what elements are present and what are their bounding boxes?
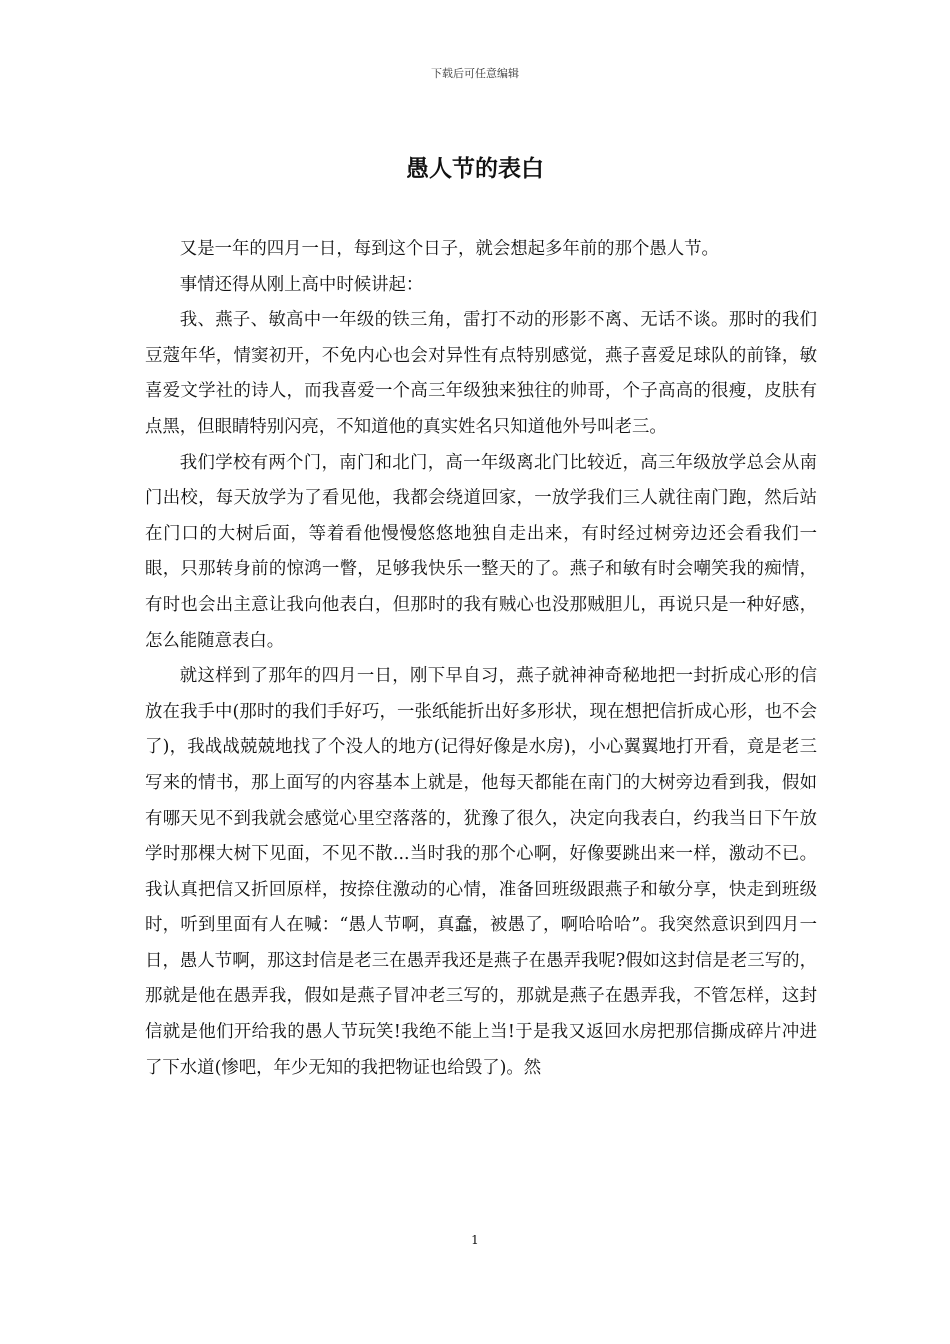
paragraph-3: 我、燕子、敏高中一年级的铁三角，雷打不动的形影不离、无话不谈。那时的我们豆蔻年华，情窦初开，不免内心也会对异性有点特别感觉，燕子喜爱足球队的前锋，敏喜爱文学社的诗人，而我喜爱一个高三年级独来独往的帅哥，个子高高的很瘦，皮肤有点黑，但眼睛特别闪亮，不知道他的真实姓名只知道他外号叫老三。 xyxy=(145,310,817,437)
paragraph-2: 事情还得从刚上高中时候讲起： xyxy=(179,274,424,295)
paragraph-4: 我们学校有两个门，南门和北门，高一年级离北门比较近，高三年级放学总会从南门出校，每天放学为了看见他，我都会绕道回家，一放学我们三人就往南门跑，然后站在门口的大树后面，等着看他慢慢悠悠地独自走出来，有时经过树旁边还会看我们一眼，只那转身前的惊鸿一瞥，足够我快乐一整天的了。燕子和敏有时会嘲笑我的痴情，有时也会出主意让我向他表白，但那时的我有贼心也没那贼胆儿，再说只是一种好感，怎么能随意表白。 xyxy=(145,452,817,651)
paragraph-5: 就这样到了那年的四月一日，刚下早自习，燕子就神神奇秘地把一封折成心形的信放在我手中(那时的我们手好巧，一张纸能折出好多形状，现在想把信折成心形，也不会了)，我战战兢兢地找了个没人的地方(记得好像是水房)，小心翼翼地打开看，竟是老三写来的情书，那上面写的内容基本上就是，他每天都能在南门的大树旁边看到我，假如有哪天见不到我就会感觉心里空落落的，犹豫了很久，决定向我表白，约我当日下午放学时那棵大树下见面，不见不散...当时我的那个心啊，好像要跳出来一样，激动不已。我认真把信又折回原样，按捺住激动的心情，准备回班级跟燕子和敏分享，快走到班级时，听到里面有人在喊：“愚人节啊，真蠢，被愚了，啊哈哈哈”。我突然意识到四月一日，愚人节啊，那这封信是老三在愚弄我还是燕子在愚弄我呢?假如这封信是老三写的，那就是他在愚弄我，假如是燕子冒冲老三写的，那就是燕子在愚弄我，不管怎样，这封信就是他们开给我的愚人节玩笑!我绝不能上当!于是我又返回水房把那信撕成碎片冲进了下水道(惨吧，年少无知的我把物证也给毁了)。然 xyxy=(145,666,817,1078)
paragraph-1: 又是一年的四月一日，每到这个日子，就会想起多年前的那个愚人节。 xyxy=(179,239,719,259)
page-header: 下载后可任意编辑 xyxy=(431,67,519,80)
document-body xyxy=(145,232,817,1086)
document-title: 愚人节的表白 xyxy=(406,156,544,182)
page-number: 1 xyxy=(471,1233,479,1247)
